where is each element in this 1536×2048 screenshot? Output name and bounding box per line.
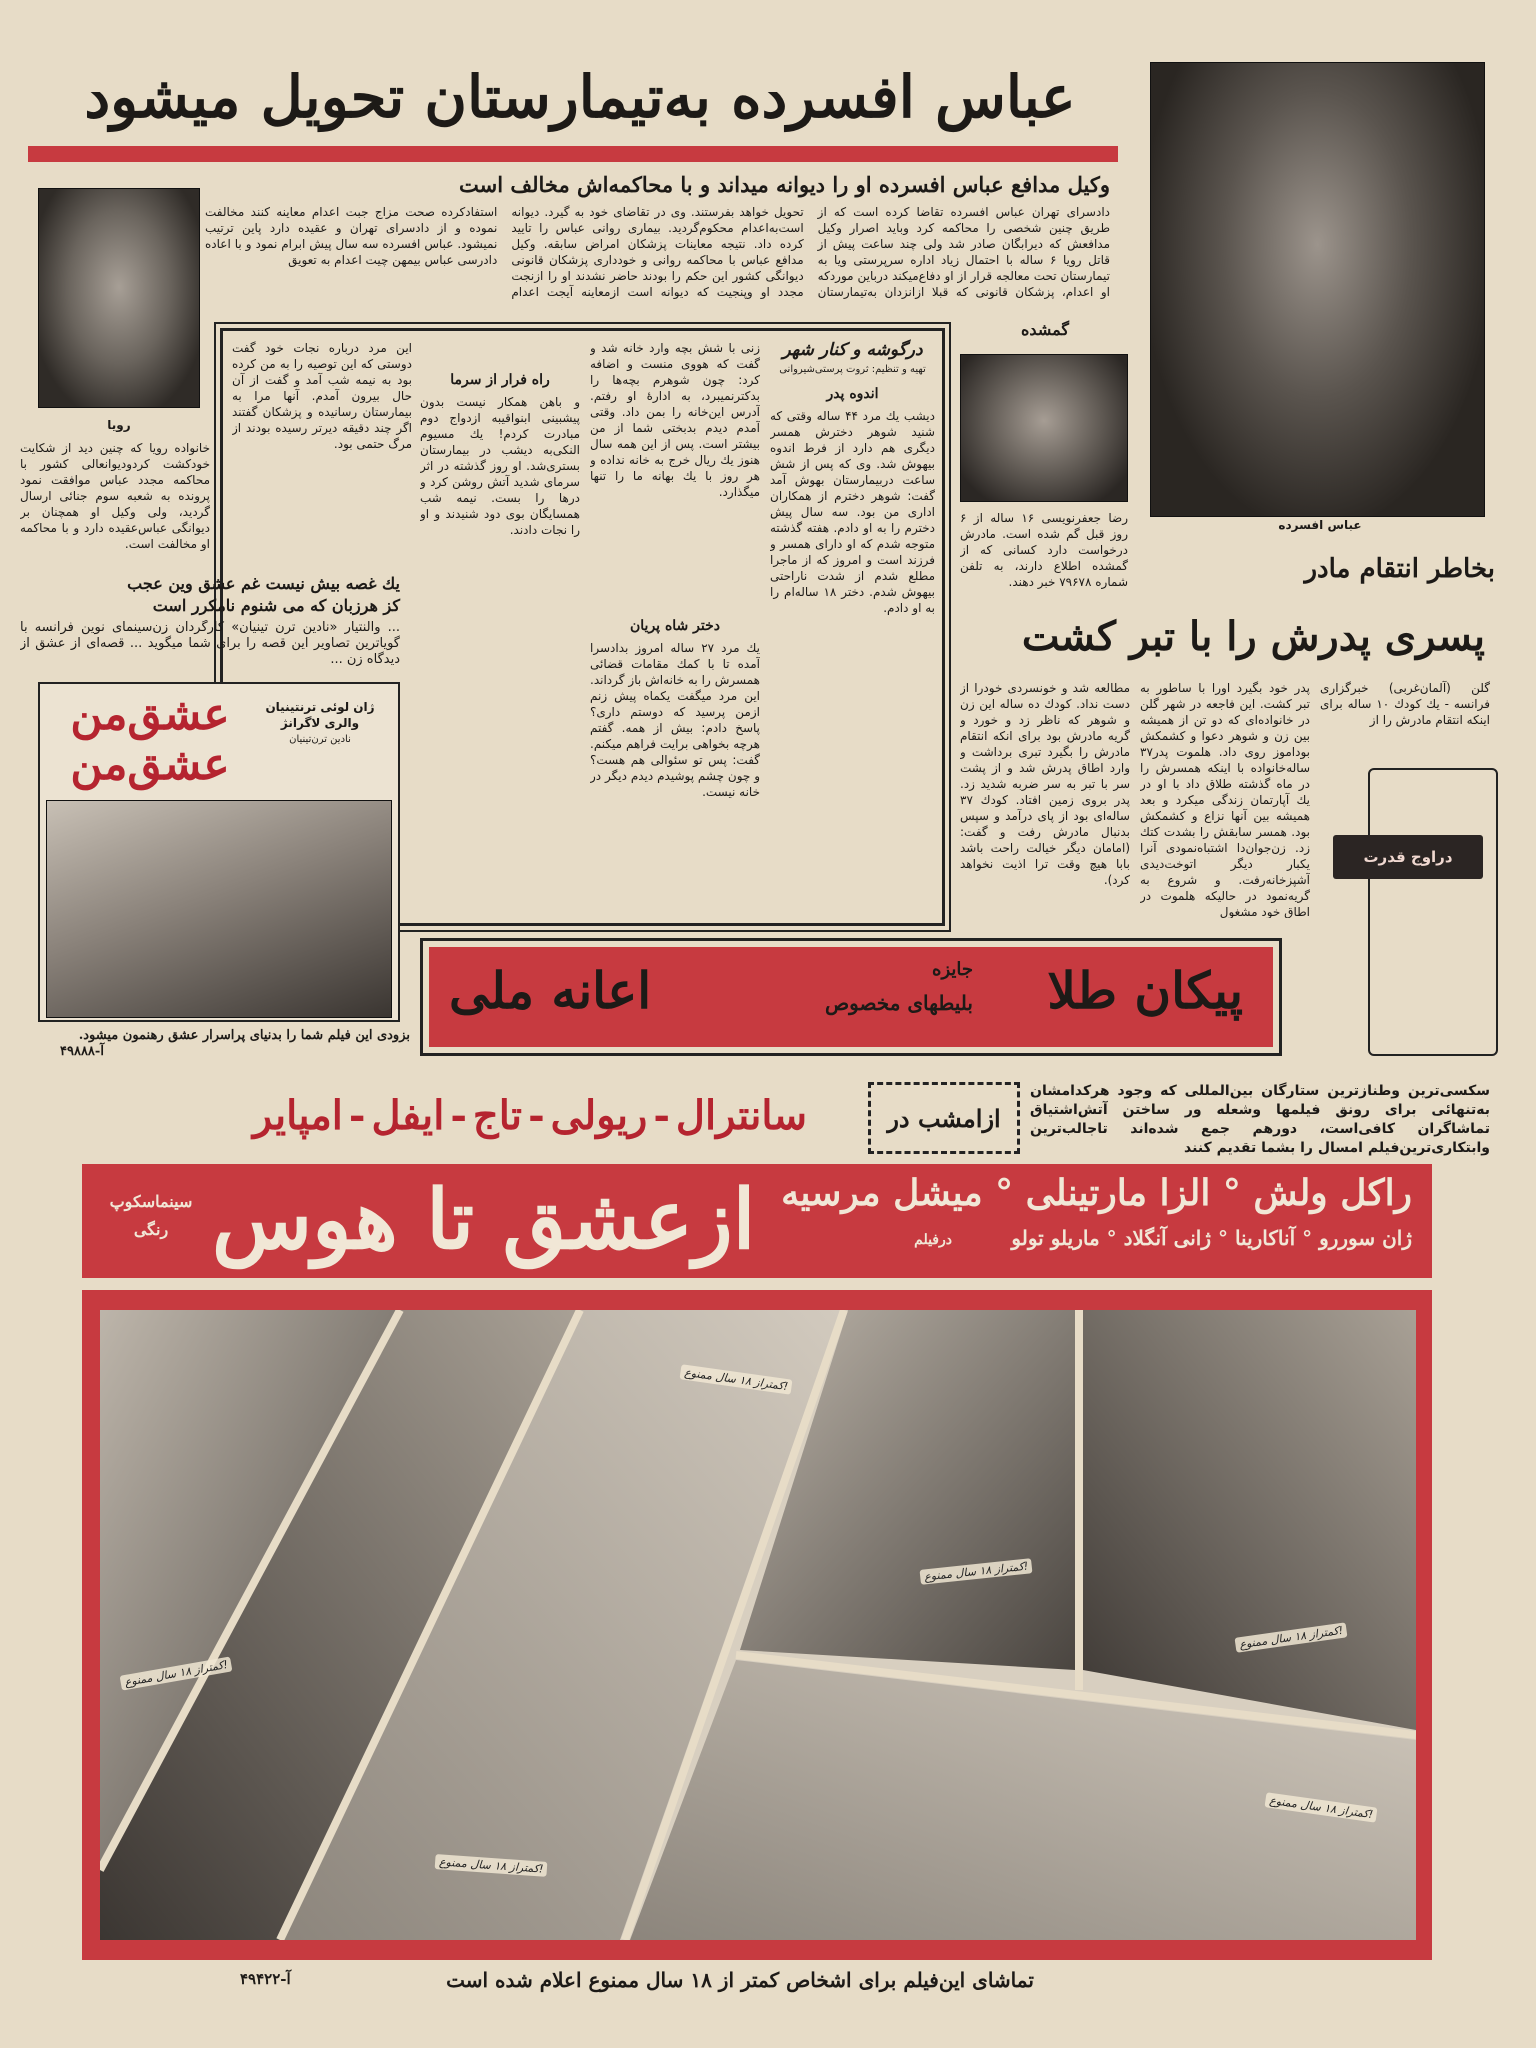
victim-text: خانواده رویا که چنین دید از شکایت خودکشت کردودیوانعالی کشور با محاکمه مجدد عباس موافقت نمود پرونده به شعبه سوم جنائی ارسال گردید، ولی وکیل او همچنان بر دیوانگی عباس‌عقیده دارد و با محاکمه او مخالفت است. [20, 441, 210, 551]
cinema-theaters [200, 1092, 860, 1139]
feature-subtitle: كز هرزبان كه می شنوم نامكرر است [152, 596, 400, 615]
abbas-portrait [1150, 62, 1485, 517]
cityside-col-2: یك مرد ۲۷ ساله امروز بدادسرا آمده تا با کمك مقامات قضائی همسرش را به خانه‌اش باز گرداند. این مرد میگفت یکماه پیش زنم ازمن پرسید که دوستم داری؟ پاسخ دادم: بیش از همه. گفتم هرچه بخواهی برایت فراهم میکنم. گفت: پس تو سئوالی هم هست؟ و چون چشم پوشیدم دیدم دیگر در خانه نیست. [590, 641, 760, 799]
cinema-footer: تماشای این‌فیلم برای اشخاص کمتر از ۱۸ سال ممنوع اعلام شده است [446, 1968, 1034, 1992]
theater-5: امپایر [252, 1092, 343, 1139]
collage [100, 1310, 1416, 1940]
cinema-in-film: درفیلم [914, 1232, 952, 1248]
revenge-col-2: مطالعه شد و خونسردی خودرا از دست نداد. کودك ده ساله این زن و شوهر که ناظر زد و خورد و گریه مادرش بود برای انکه انتقام مادرش را بگیرد تبری برداشت و وارد اطاق پدرش شد و از پشت سر با تبر به سر ضربه شدید زد. پدر بروی زمین افتاد. کودك ۳۷ ساله‌ای بود از پای درآمد و سپس بدنبال مادرش رفت و گفت: (امامان دیگر خیالت راحت باشد بابا هیچ وقت ترا اذیت نخواهد کرد). [960, 681, 1130, 887]
theater-1: سانترال [675, 1092, 808, 1139]
lottery-prize-label: جایزه [932, 959, 973, 980]
ad-film1-photo [46, 800, 392, 1018]
restriction-tag-6: کمتراز ۱۸ سال ممنوع! [1265, 1792, 1378, 1823]
feature-text: ... والنتیار «نادین ترن تینیان» کارگردان زن‌سینمای نوین فرانسه با گویاترین تصاویر این قصه را برای شما میگوید ... قصه‌ای از عشق از دیدگاه زن ... [20, 620, 400, 667]
victim-caption: رویا [107, 418, 131, 432]
cityside-col-3: زنی با شش بچه وارد خانه شد و گفت که هووی منست و اضافه کرد: چون شوهرم بچه‌ها را بدکترنمیبرد، به ادارهٔ او رفتم. آدرس این‌خانه را بمن داد. وقتی آمدم دیدم بدبختی شما از من بیشتر است. پس از این همه سال هنوز یك ریال خرج به خانه نداده و هر روز با یك بهانه ما را تنها میگذارد. [590, 341, 760, 499]
portrait-caption: عباس افسرده [1278, 518, 1362, 532]
cityside-col-4: و باهن همکار نیست بدون پیشبینی ابنواقیبه ازدواج دوم مبادرت کردم! یك مسیوم النکی‌به دیشب در بیمارستان بستری‌شد. او روز گذشته در اثر سرمای شدید آتش روشن کرد و درها را بست. نیمه شب همسایگان بوی دود شنیدند و او را نجات دادند. [420, 395, 580, 537]
cinema-format: سینماسکوپ [109, 1192, 193, 1211]
cityside-head-4: راه فرار از سرما [450, 372, 550, 388]
small-ad-frame [1368, 768, 1498, 1056]
small-ad-label: دراوج قدرت [1333, 835, 1483, 879]
main-subhead: وکیل مدافع عباس افسرده او را دیوانه میداند و با محاکمه‌اش مخالف است [459, 172, 1110, 197]
theater-sep-3: - [450, 1092, 467, 1139]
restriction-tag-5: کمتراز ۱۸ سال ممنوع! [1235, 1622, 1348, 1653]
lottery-tickets: بلیطهای مخصوص [824, 991, 973, 1015]
missing-photo [960, 354, 1128, 502]
revenge-lead: گلن (آلمان‌غربی) خبرگزاری فرانسه - یك كودك ۱۰ ساله برای اینکه انتقام مادرش را از [1320, 681, 1490, 727]
theater-sep-4: - [348, 1092, 366, 1139]
ad-film1-title-2: عشق‌من [70, 739, 230, 790]
headline-rule [28, 146, 1118, 162]
cinema-supporting: ژان سوررو ° آناکارینا ° ژانی آنگلاد ° ماریلو تولو [1011, 1226, 1412, 1250]
main-story-body: دادسرای تهران عباس افسرده تقاضا کرده است که از طریق چنین شخصی را محاکمه کرد وباید اصرار وکیل مدافعش که دیرابگان صادر شد ولی چند ساعت پیش از قاتل رویا ۶ ساله با احتمال زیاد اداره سرپرستی ویا به تیمارستان تحت معالجه قرار از او دفاع‌میکند درباین موردکه او اعدام، پزشکان قانونی که قبلا ازانزدان به‌تیمارستان تحویل خواهد بفرستند. وی در تقاضای خود به گیرد. دیوانه است‌به‌اعدام محکوم‌گردید. بیماری روانی عباس را تایید کرده داد. نتیجه معاینات پزشکان امراض سابقه. وکیل مدافع عباس با محاکمه روانی و خودداری پزشکان قانونی دیوانگی کشور این حکم را بودند حاضر نشدند او را ازنجت مجدد او وپنجیت که دیوانه است ازمعاینه آیجت اعدام استفادکرده صحت مزاج جبت اعدام معاینه کنند مخالفت نموده و از دادسرای تهران و عقیده دارد پاین ترتیب نمیشود. عباس افسرده سه سال پیش ابرام نمود و با اعاده دادرسی عباس بیمهن چیت اعدام به تعویق [205, 205, 1110, 299]
lottery-ad [420, 938, 1282, 1056]
restriction-tag-4: کمتراز ۱۸ سال ممنوع! [920, 1558, 1033, 1585]
cinema-film-title: ازعشق تا هوس [212, 1172, 756, 1268]
collage-art [100, 1310, 1416, 1940]
cityside-title: درگوشه و کنار شهر [782, 340, 923, 360]
cinema-intro: سکسی‌ترین وطنازترین ستارگان بین‌المللی که وجود هرکدامشان به‌تنهائی برای رونق فیلمها وشعله ور ساختن آتش‌اشتیاق تماشاگران کافی‌است، دورهم جمع شده‌اند تاجالب‌ترین وابتکاری‌ترین‌فیلم امسال را بشما تقدیم کنند [1030, 1083, 1490, 1156]
ad-film1-code: آ-۴۹۸۸۸ [60, 1044, 104, 1059]
cinema-code: آ-۴۹۴۲۲ [240, 1970, 291, 1988]
cinema-banner [82, 1164, 1432, 1278]
cityside-col-5: این مرد درباره نجات خود گفت دوستی که این توصیه را به من کرده بود به نیمه شب آمد و گفت از آن حال بیرون آمدم. آنها مرا به بیمارستان رسانیده و پزشکان گفتند اگر چند دقیقه دیرتر رسیده بودند از مرگ حتمی بود. [232, 341, 412, 451]
cityside-col-1: دیشب یك مرد ۴۴ ساله وقتی که شنید شوهر دخترش همسر دیگری هم دارد از فرط اندوه بیهوش شد. وی که پس از شش ساعت دربیمارستان بهوش آمد گفت: شوهر دخترم از همکاران اداری من بود. سه سال پیش دخترم را به او دادم. هفته گذشته متوجه شدم که او دارای همسر و فرزند است و امروز که از ماجرا مطلع شدم از شدت ناراحتی بیهوش شدم. دختر ۱۸ ساله‌ام را به او دادم. [770, 409, 935, 615]
theater-sep-1: - [653, 1092, 670, 1139]
revenge-headline: پسری پدرش را با تبر کشت [1021, 613, 1485, 660]
ad-film1-director: نادین ترن‌تینیان [289, 734, 351, 745]
cinema-color: رنگی [133, 1220, 169, 1239]
cityside-byline: تهیه و تنظیم: ثروت پرستی‌شیروانی [779, 364, 926, 375]
theater-2: ریولی [550, 1092, 648, 1139]
ad-film1-title-1: عشق‌من [70, 689, 230, 740]
main-headline: عباس افسرده به‌تیمارستان تحویل میشود [84, 63, 1076, 131]
revenge-kicker: بخاطر انتقام مادر [1304, 554, 1495, 584]
collage-panel-5 [1083, 1310, 1416, 1730]
lottery-brand: پیکان طلا [1047, 961, 1243, 1020]
feature-title: یك غصه بیش نیست غم عشق وین عجب [127, 574, 400, 593]
ad-film1-cast: ژان لوئی ترنتینیان [265, 700, 375, 714]
victim-photo [38, 188, 200, 408]
cityside-head-1: اندوه پدر [826, 386, 879, 402]
revenge-col-1: پدر خود بگیرد اورا با ساطور به تبر کشت. این فاجعه در شهر گلن در خانواده‌ای که دو تن از همیشه بین زن و شوهر دعوا و کشمکش بوداموز روی داد. هلموت پدر۳۷ ساله‌خانواده با اینکه همسرش را در ماه گذشته طلاق داد با او در یك آپارتمان زندگی میکرد و بعد همیشه بین آنها نزاع و کشمکش بود. همسر سابقش را بشدت کتك زد. زن‌جوان‌دا اشتباه‌نمودی آنرا یکبار دیگر اتوخت‌دیدی آشپزخانه‌رفت. و شروع به گریه‌نمود در حالیکه هلموت در اطاق خود مشغول [1140, 681, 1310, 918]
cityside-col-4-lead [420, 340, 580, 370]
ad-film1-caption: بزودی این فیلم شما را بدنیای پراسرار عشق رهنمون میشود. [78, 1028, 410, 1043]
theater-sep-2: - [528, 1092, 545, 1139]
missing-text: رضا جعفرنویسی ۱۶ ساله از ۶ روز قبل گم شده است. مادرش درخواست دارد کسانی که از گمشده اطلاع دارند، به تلفن شماره ۷۹۶۷۸ خبر دهند. [960, 511, 1128, 589]
ad-film1-cast2: والری لاگرانژ [280, 716, 360, 730]
missing-heading: گمشده [1021, 320, 1069, 339]
cinema-stars: راکل ولش ° الزا مارتینلی ° میشل مرسیه [781, 1172, 1412, 1214]
cinema-tonight: ازامشب در [868, 1082, 1020, 1154]
restriction-tag-3: کمتراز ۱۸ سال ممنوع! [435, 1854, 548, 1877]
restriction-tag-1: کمتراز ۱۸ سال ممنوع! [120, 1656, 233, 1690]
lottery-org: اعانه ملی [449, 961, 652, 1020]
restriction-tag-2: کمتراز ۱۸ سال ممنوع! [680, 1364, 793, 1395]
cityside-head-2: دختر شاه پریان [630, 618, 720, 634]
theater-3: تاج [472, 1092, 523, 1139]
theater-4: ایفل [371, 1092, 445, 1139]
